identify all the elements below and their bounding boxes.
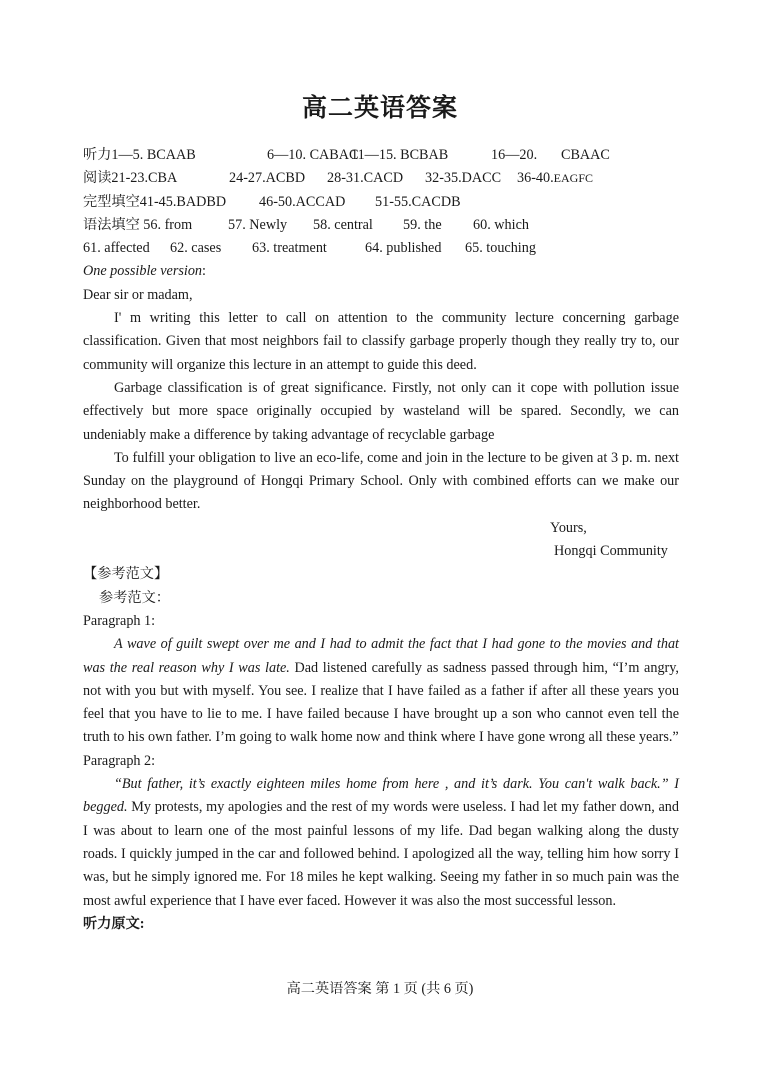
cloze-51-55: 51-55.CACDB bbox=[375, 193, 461, 210]
answer-61: 61. affected bbox=[83, 240, 150, 257]
version-label: One possible version bbox=[83, 263, 203, 280]
listening-script-label: 听力原文: bbox=[83, 915, 145, 932]
answer-63: 63. treatment bbox=[252, 240, 327, 257]
reading-32-35: 32-35.DACC bbox=[425, 170, 502, 187]
reference-subheader: 参考范文： bbox=[99, 589, 170, 606]
paragraph-1-label: Paragraph 1: bbox=[83, 612, 156, 629]
reading-36-40-values: EAGFC bbox=[553, 171, 593, 186]
reading-28-31: 28-31.CACD bbox=[327, 170, 404, 187]
answers-grammar-1 bbox=[83, 214, 679, 237]
reference-paragraph-2 bbox=[83, 773, 679, 913]
letter-closing: Yours, bbox=[550, 519, 587, 536]
page-title: 高二英语答案 bbox=[301, 93, 458, 122]
version-label-line bbox=[83, 260, 679, 283]
answer-64: 64. published bbox=[365, 240, 442, 257]
answer-65: 65. touching bbox=[465, 240, 536, 257]
answers-listening bbox=[83, 144, 679, 167]
version-colon: : bbox=[202, 263, 206, 280]
grammar-label: 语法填空 56. from bbox=[83, 216, 193, 233]
letter-paragraph-3: To fulfill your obligation to live an eco-life, come and join in the lecture to be given at 3 p. m. next Sunday on the playground of Hongqi Primary School. Only with combined efforts can we make our neighborhood better. bbox=[83, 449, 679, 513]
cloze-46-50: 46-50.ACCAD bbox=[259, 193, 346, 210]
letter-paragraph-2: Garbage classification is of great significance. Firstly, not only can it cope with pollution issue effectively but more space originally occupied by wasteland will be spared. Secondly, we can undeniably make a difference by taking advantage of recyclable garbage bbox=[83, 379, 679, 443]
cloze-label: 完型填空41-45.BADBD bbox=[83, 193, 227, 210]
listening-6-10: 6—10. CABAC bbox=[267, 147, 359, 163]
reference-paragraph-1 bbox=[83, 633, 679, 749]
page-footer: 高二英语答案 第 1 页 (共 6 页) bbox=[286, 981, 474, 997]
reference-p2-opening: “But father, it’s exactly eighteen miles home from here , and it’s dark. You can't walk back.” I begged. bbox=[83, 776, 679, 816]
reading-label: 阅读21-23.CBA bbox=[83, 170, 178, 187]
listening-label: 听力1—5. BCAAB bbox=[83, 147, 196, 163]
reading-24-27: 24-27.ACBD bbox=[229, 170, 306, 187]
paragraph-2-label: Paragraph 2: bbox=[83, 752, 156, 769]
salutation: Dear sir or madam, bbox=[83, 286, 193, 303]
reading-36-40: 36-40. bbox=[517, 170, 554, 187]
answer-62: 62. cases bbox=[170, 240, 222, 257]
listening-16-20: 16—20. bbox=[491, 147, 538, 163]
listening-11-15: 11—15. BCBAB bbox=[351, 147, 449, 163]
letter-paragraph-1: I' m writing this letter to call on attention to the community lecture concerning garbage classification. Given that most neighbors fail to classify garbage properly though they really try to, our community will organize this lecture in an attempt to guide this deed. bbox=[83, 310, 679, 373]
reference-p2-body: My protests, my apologies and the rest of my words were useless. I had let my father down, and I was about to learn one of the most painful lessons of my life. Dad began walking along the dusty roads. I quickly jumped in the car and followed behind. I apologized all the way, telling him how sorry I was, but he simply ignored me. For 18 miles he kept walking. Seeing my father in so much pain was the most awful experience that I have ever faced. However it was also the most successful lesson. bbox=[83, 799, 679, 909]
answer-59: 59. the bbox=[403, 216, 442, 233]
answers-reading bbox=[83, 167, 679, 190]
reference-p1-body: Dad listened carefully as sadness passed through him, “I’m angry, not with you but with myself. You see. I realize that I have failed as a father if after all these years you feel that you have to lie to me. I have failed because I have brought up a son who cannot even tell the truth to his own father. I’m going to walk home now and think where I have gone wrong all these years.” bbox=[83, 659, 679, 746]
document-body bbox=[83, 144, 679, 936]
reference-header: 【参考范文】 bbox=[83, 566, 169, 583]
answers-grammar-2 bbox=[83, 237, 679, 260]
reference-p1-opening: A wave of guilt swept over me and I had to admit the fact that I had gone to the movies and that was the real reason why I was late. bbox=[83, 636, 679, 676]
answer-60: 60. which bbox=[473, 216, 529, 233]
listening-16-20-values: CBAAC bbox=[561, 147, 610, 163]
letter-signature: Hongqi Community bbox=[554, 543, 668, 560]
answer-57: 57. Newly bbox=[228, 216, 288, 233]
answers-cloze bbox=[83, 191, 679, 214]
answer-58: 58. central bbox=[313, 216, 373, 233]
